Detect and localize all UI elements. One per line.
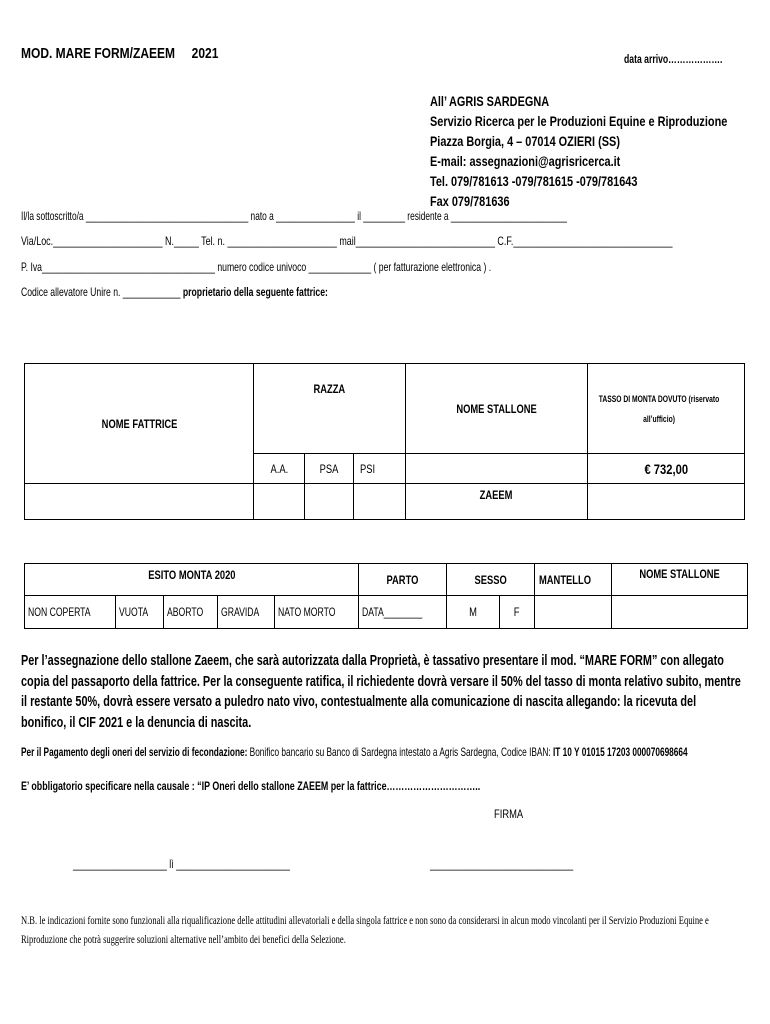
payment-text: Bonifico bancario su Banco di Sardegna intestato a Agris Sardegna, Codice IBAN: (247, 745, 554, 759)
breed-option-aa[interactable]: A.A. (254, 454, 305, 484)
signature-label: FIRMA (494, 807, 524, 821)
breed-option-psa[interactable]: PSA (305, 454, 353, 484)
outcome-title: ESITO MONTA 2020 (25, 564, 359, 596)
fee-amount: € 732,00 (587, 454, 744, 484)
breed-cell-psa[interactable] (305, 484, 353, 520)
outcome-pregnant[interactable]: GRAVIDA (218, 596, 275, 629)
breed-header: RAZZA (254, 364, 405, 454)
sex-header: SESSO (446, 564, 534, 596)
mare-name-input[interactable] (25, 484, 254, 520)
breed-cell-aa[interactable] (254, 484, 305, 520)
address-line: E-mail: assegnazioni@agrisricerca.it (430, 153, 621, 169)
birth-date-field[interactable]: DATA________ (359, 596, 447, 629)
coat-header: MANTELLO (534, 564, 611, 596)
applicant-line-2: Via/Loc.______________________ N._____ Tel. n. ______________________ mail____________________________ C.F.________________________________ (21, 234, 673, 248)
payment-iban: IT 10 Y 01015 17203 000070698664 (553, 745, 688, 759)
form-title (21, 45, 268, 62)
stallion-input[interactable] (611, 596, 747, 629)
breed-cell-psi[interactable] (353, 484, 405, 520)
footnote: N.B. le indicazioni fornite sono funzionali alla riqualificazione delle attitudini allevatoriali e della singola fattrice e non sono da considerarsi in alcun modo vincolanti per il Servizio Produzioni Equine e Riproduzione che potrà suggerire soluzioni alternative nell’ambito dei benefici della Selezione. (21, 913, 709, 946)
stallion-name-header: NOME STALLONE (405, 364, 587, 454)
payment-line (21, 745, 770, 759)
address-line: Servizio Ricerca per le Produzioni Equine e Riproduzione (430, 113, 728, 129)
breed-option-psi[interactable]: PSI (353, 454, 405, 484)
mare-table (24, 363, 745, 520)
coat-input[interactable] (534, 596, 611, 629)
place-date-field[interactable]: ___________________ lì _______________________ (73, 857, 290, 871)
stallion-header: NOME STALLONE (611, 564, 747, 596)
causale-label: E’ obbligatorio specificare nella causale : (21, 779, 195, 793)
arrival-date: data arrivo………………. (624, 52, 723, 66)
stallion-value: ZAEEM (405, 484, 587, 520)
address-line: All’ AGRIS SARDEGNA (430, 93, 550, 109)
address-line: Piazza Borgia, 4 – 07014 OZIERI (SS) (430, 133, 620, 149)
address-line: Fax 079/781636 (430, 193, 510, 209)
stallion-name-top-cell (405, 454, 587, 484)
owner-statement: proprietario della seguente fattrice: (182, 285, 328, 299)
mare-name-header: NOME FATTRICE (25, 364, 254, 484)
form-year: 2021 (191, 45, 219, 62)
address-line: Tel. 079/781613 -079/781615 -079/781643 (430, 173, 638, 189)
outcome-not-covered[interactable]: NON COPERTA (25, 596, 116, 629)
signature-field[interactable]: _____________________________ (430, 857, 574, 871)
causale-line (21, 779, 642, 793)
outcome-empty[interactable]: VUOTA (115, 596, 163, 629)
outcome-table (24, 563, 748, 629)
breeder-code: Codice allevatore Unire n. ____________ (21, 285, 183, 299)
form-id: MOD. MARE FORM/ZAEEM (21, 45, 175, 62)
applicant-line-4 (21, 285, 447, 299)
outcome-abortion[interactable]: ABORTO (163, 596, 217, 629)
birth-header: PARTO (359, 564, 447, 596)
causale-text: “IP Oneri dello stallone ZAEEM per la fattrice………………………….. (194, 779, 481, 793)
recipient-address (430, 91, 770, 211)
applicant-line-1: Il/la sottoscritto/a ___________________________________ nato a _________________ il _________ residente a _________________________ (21, 209, 567, 223)
applicant-line-3: P. Iva____________________________________ numero codice univoco _____________ ( per fatturazione elettronica ) . (21, 260, 492, 274)
outcome-stillborn[interactable]: NATO MORTO (275, 596, 359, 629)
payment-label: Per il Pagamento degli oneri del servizio di fecondazione: (21, 745, 248, 759)
notice-paragraph: Per l’assegnazione dello stallone Zaeem, che sarà autorizzata dalla Proprietà, è tassativo presentare il mod. “MARE FORM” con allegato copia del passaporto della fattrice. Per la conseguente ratifica, il richiedente dovrà versare il 50% del tasso di monta relativo subito, mentre il restante 50%, dovrà essere versato a puledro nato vivo, contestualmente alla comunicazione di nascita allegando: la ricevuta del bonifico, il CIF 2021 e la denuncia di nascita. (21, 653, 741, 731)
sex-m-option[interactable]: M (446, 596, 499, 629)
sex-f-option[interactable]: F (499, 596, 534, 629)
fee-cell (587, 484, 744, 520)
fee-header: TASSO DI MONTA DOVUTO (riservato all’ufficio) (587, 364, 744, 454)
